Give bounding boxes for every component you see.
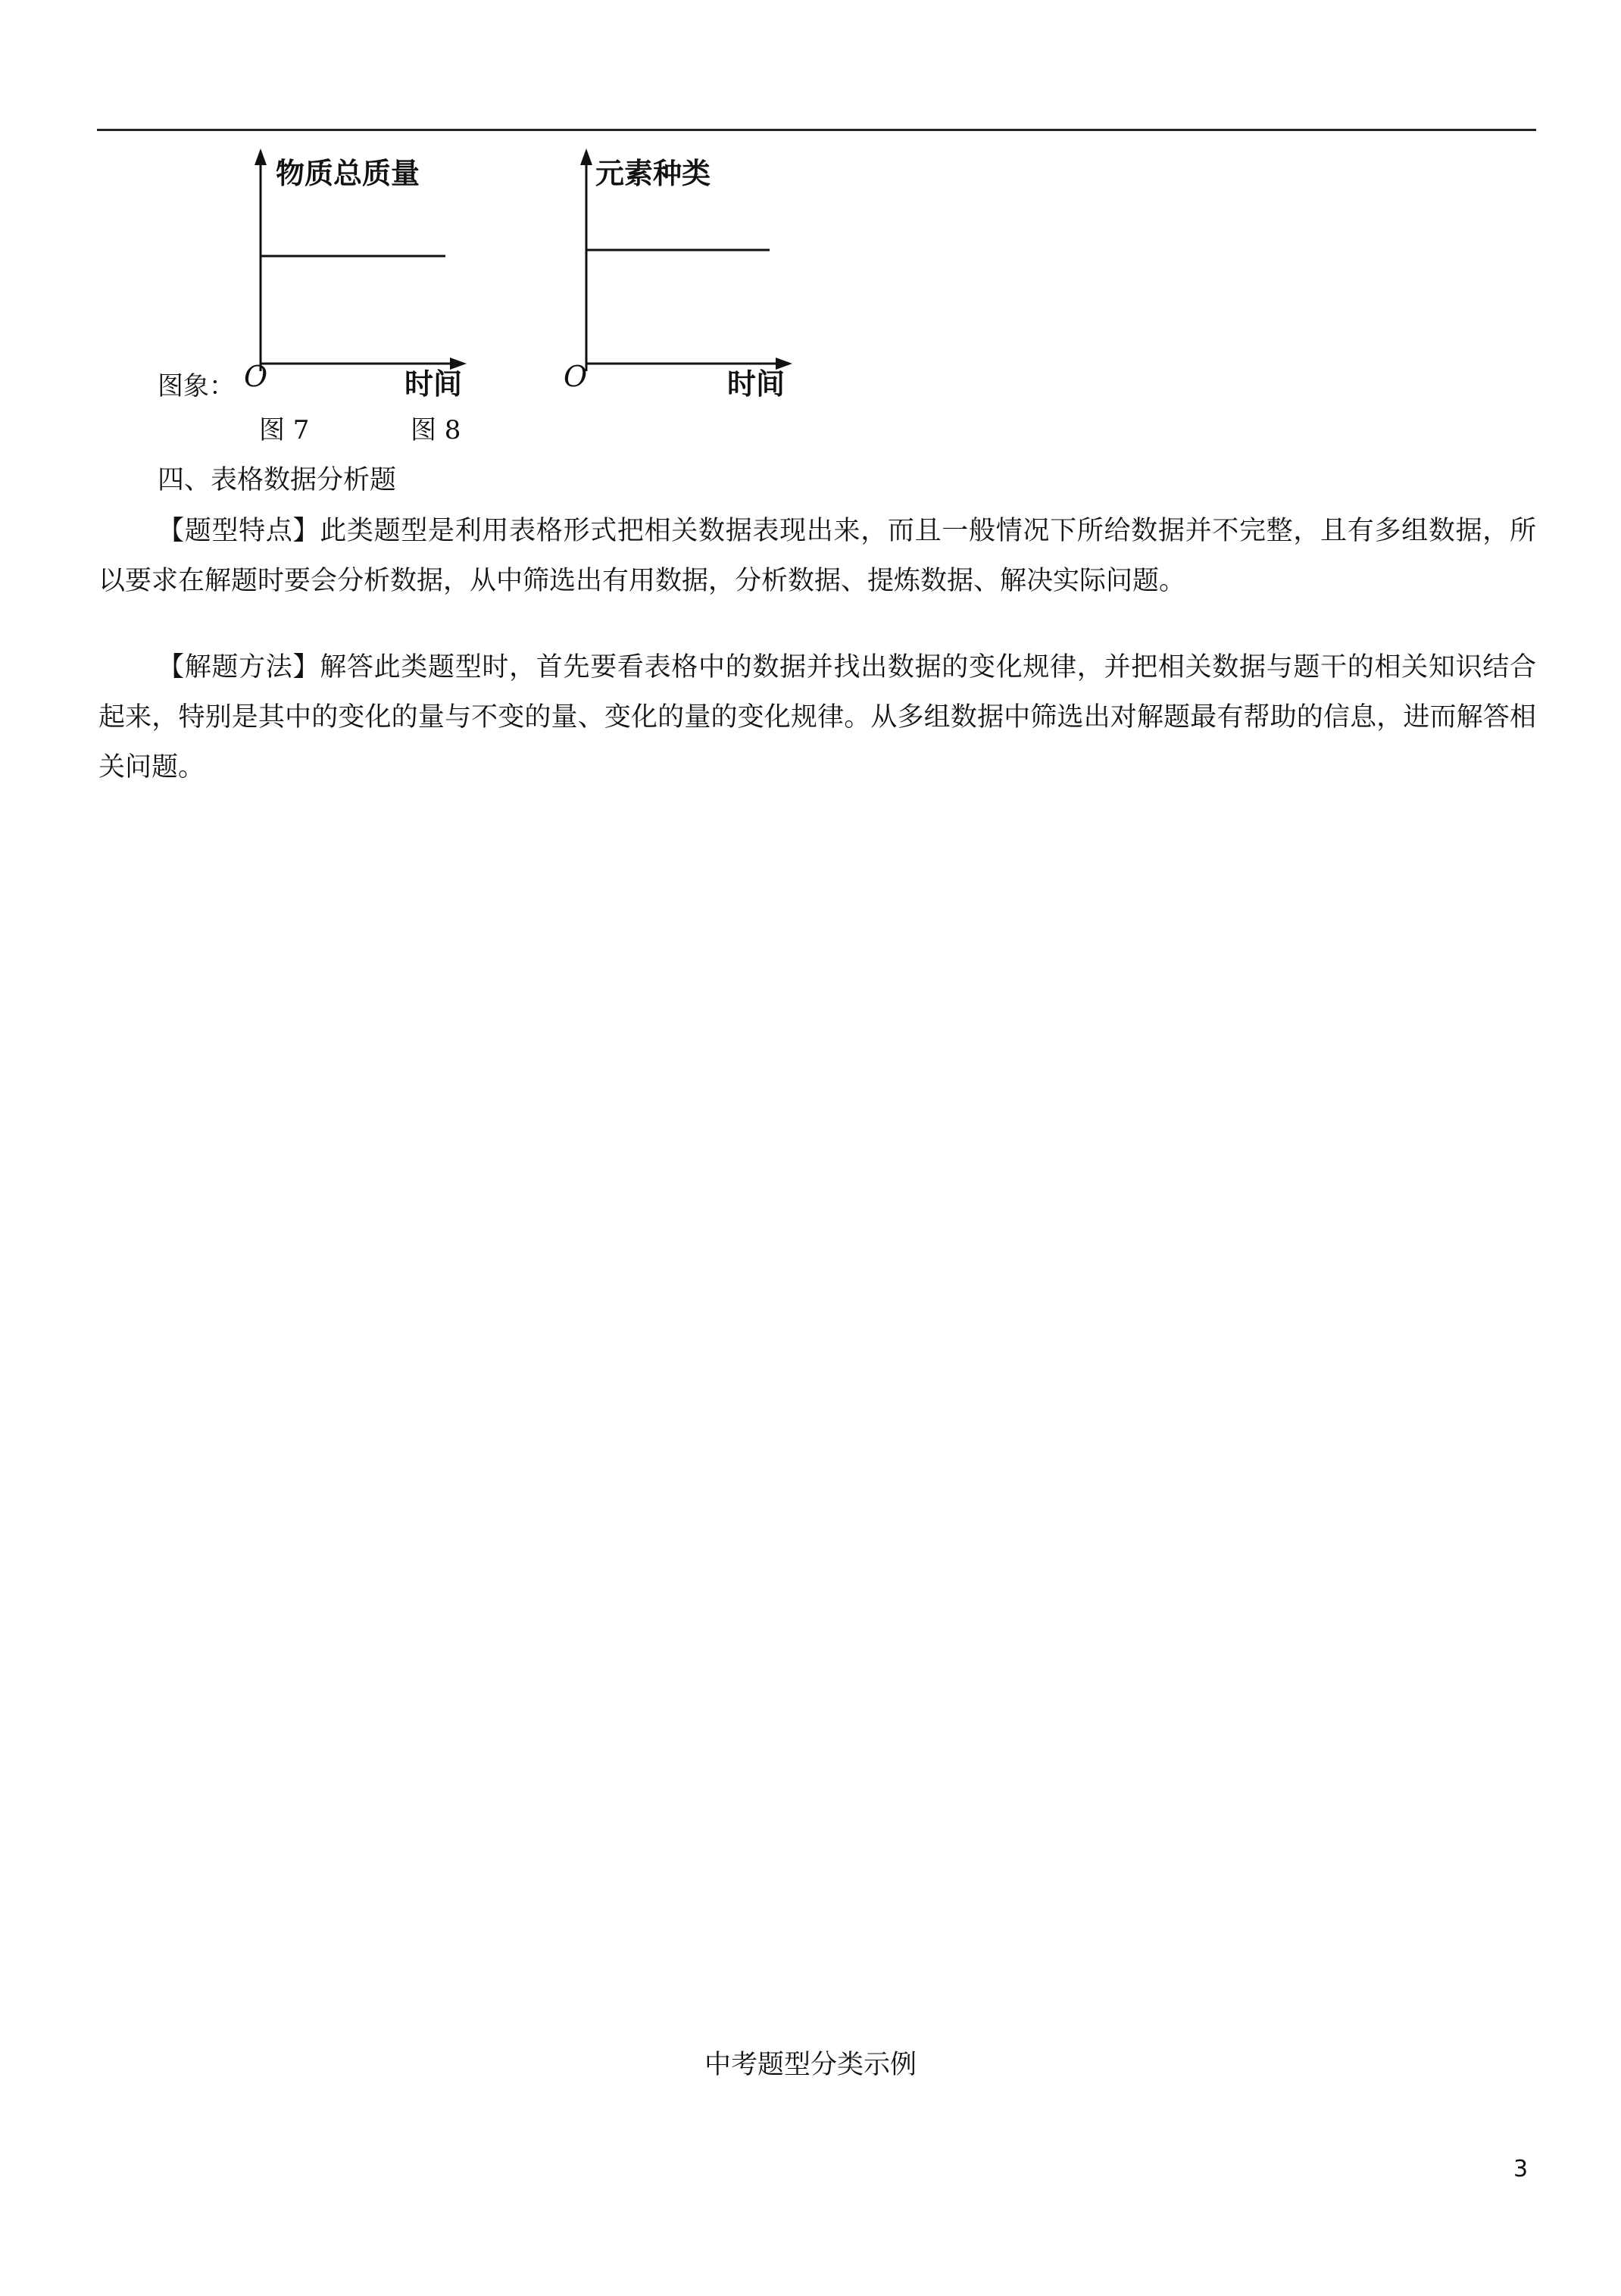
figure-8-origin: O <box>564 360 588 393</box>
paragraph-solution-method <box>98 642 1536 792</box>
figure-8-x-label: 时间 <box>727 367 786 401</box>
figure-7-origin: O <box>244 360 268 393</box>
figure-8-caption: 图 8 <box>411 415 461 445</box>
paragraph-text: 此类题型是利用表格形式把相关数据表现出来，而且一般情况下所给数据并不完整，且有多组数据，所以要求在解题时要会分析数据，从中筛选出有用数据，分析数据、提炼数据、解决实际问题。 <box>98 516 1536 596</box>
figure-7-y-label: 物质总质量 <box>276 157 420 190</box>
figure-7-caption: 图 7 <box>259 415 310 445</box>
paragraph-text: 解答此类题型时，首先要看表格中的数据并找出数据的变化规律，并把相关数据与题干的相关知识结合起来，特别是其中的变化的量与不变的量、变化的量的变化规律。从多组数据中筛选出对解题最有帮助的信息，进而解答相关问题。 <box>98 652 1536 783</box>
paragraph-question-features <box>98 506 1536 606</box>
figure-7-y-arrow-icon <box>255 148 267 165</box>
section-heading: 四、表格数据分析题 <box>158 465 397 495</box>
figure-row <box>0 144 1621 409</box>
figure-7-graph <box>227 144 500 401</box>
header-rule <box>97 129 1536 131</box>
page-number: 3 <box>1513 2156 1529 2182</box>
image-lead-text: 图象： <box>158 371 235 401</box>
footer-title: 中考题型分类示例 <box>704 2050 917 2080</box>
figure-8-graph <box>553 144 826 401</box>
paragraph-tag: 【解题方法】 <box>158 652 320 683</box>
figure-7-svg <box>227 144 500 401</box>
paragraph-tag: 【题型特点】 <box>158 516 320 546</box>
figure-8-y-label: 元素种类 <box>595 157 711 190</box>
figure-7-x-label: 时间 <box>404 367 463 401</box>
figure-8-y-arrow-icon <box>580 148 592 165</box>
figure-8-svg <box>553 144 826 401</box>
